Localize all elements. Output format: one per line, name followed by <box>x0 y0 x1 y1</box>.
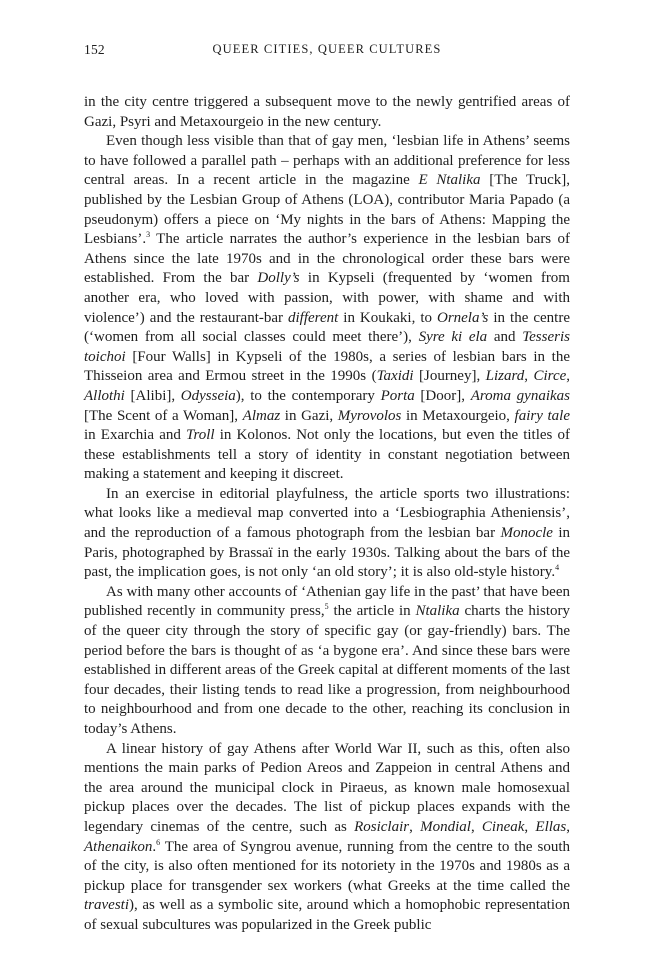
text-run: In an exercise in editorial playfulness, the article sports two illustrations: what looks like a medieval map converted into a ‘Lesbiographia Atheniensis’, and the reproduction of a famous photograph from the lesbian bar <box>84 485 570 542</box>
italic-text: Rosiclair <box>354 818 410 835</box>
footnote-reference: 6 <box>156 837 161 847</box>
italic-text: Ntalika <box>415 603 460 620</box>
text-run: , <box>524 368 534 385</box>
body-text <box>84 93 570 936</box>
text-run: As with many other accounts of ‘Athenian gay life in the past’ that have been published recently in community press, <box>84 583 570 620</box>
text-run: [The Truck], published by the Lesbian Group of Athens (LOA), contributor Maria Papado (a pseudonym) offers a piece on ‘My nights in the bars of Athens: Mapping the Lesbians’. <box>84 172 571 248</box>
italic-text: Allothi <box>84 387 125 404</box>
text-run: [The Scent of a Woman], <box>84 407 243 424</box>
text-run: in Paris, photographed by Brassaï in the early 1930s. Talking about the bars of the past, the implication goes, is not only ‘an old story’; it is also old-style history. <box>84 525 570 581</box>
text-run: , <box>524 818 536 835</box>
italic-text: Odysseia <box>180 387 236 404</box>
text-run: in Kypseli (frequented by ‘women from another era, who loved with passion, with power, with shame and with violence’) and the restaurant-bar <box>84 270 570 326</box>
italic-text: different <box>288 309 339 326</box>
text-run: in the city centre triggered a subsequent move to the newly gentrified areas of Gazi, Psyri and Metaxourgeio in the new century. <box>84 94 570 130</box>
text-run: the article in <box>328 603 416 620</box>
paragraph <box>84 740 570 936</box>
page-header <box>84 42 570 62</box>
italic-text: Tesseris toichoi <box>84 329 570 365</box>
text-run: , <box>470 818 482 835</box>
paragraph <box>84 93 570 132</box>
text-run: in Kolonos. Not only the locations, but even the titles of these establishments tell a story of identity in constant negotiation between making a statement and keeping it discreet. <box>84 427 570 483</box>
footnote-reference: 3 <box>146 230 151 240</box>
paragraph <box>84 132 570 485</box>
footnote-reference: 4 <box>555 563 560 573</box>
italic-text: Troll <box>185 427 215 444</box>
text-run: [Four Walls] in Kypseli of the 1980s, a series of lesbian bars in the Thisseion area and Ermou street in the 1990s ( <box>84 348 570 385</box>
text-run: in Gazi, <box>280 407 338 424</box>
text-run: [Alibi], <box>124 387 181 404</box>
italic-text: Aroma gynaikas <box>470 387 570 404</box>
text-run: in Metaxourgeio, <box>401 407 515 424</box>
page-number: 152 <box>84 42 105 57</box>
footnote-reference: 5 <box>324 602 329 612</box>
italic-text: Ellas <box>535 818 567 835</box>
text-run: , <box>566 818 570 835</box>
text-run: [Door], <box>414 387 471 404</box>
italic-text: Dolly’s <box>257 270 300 287</box>
italic-text: Athenaikon <box>84 838 153 855</box>
italic-text: Almaz <box>242 407 281 424</box>
text-run: ), to the contemporary <box>235 387 381 404</box>
italic-text: Porta <box>380 387 415 404</box>
paragraph <box>84 583 570 740</box>
text-run: ), as well as a symbolic site, around which a homophobic representation of sexual subcultures was popularized in the Greek public <box>84 897 570 933</box>
text-run: , <box>566 368 571 385</box>
italic-text: fairy tale <box>514 407 570 424</box>
text-run: and <box>487 329 523 346</box>
text-run: Even though less visible than that of gay men, ‘lesbian life in Athens’ seems to have followed a parallel path – perhaps with an additional preference for less central areas. In a recent article in the magazine <box>84 133 570 189</box>
text-run: in Exarchia and <box>84 427 186 444</box>
italic-text: Circe <box>533 368 567 385</box>
italic-text: Monocle <box>500 525 553 542</box>
italic-text: Syre ki ela <box>418 329 488 346</box>
text-run: [Journey], <box>413 368 486 385</box>
text-run: A linear history of gay Athens after World War II, such as this, often also mentions the main parks of Pedion Areos and Zappeion in central Athens and the area around the municipal clock in Piraeus, as known male homosexual pickup places over the decades. The list of pickup places expands with the legendary cinemas of the centre, such as <box>84 740 570 835</box>
italic-text: Taxidi <box>376 368 414 385</box>
italic-text: Cineak <box>481 818 525 835</box>
italic-text: Myrovolos <box>337 407 402 424</box>
italic-text: Lizard <box>485 368 525 385</box>
italic-text: E Ntalika <box>418 172 481 189</box>
text-run: The area of Syngrou avenue, running from the centre to the south of the city, is also often mentioned for its notoriety in the 1970s and 1980s as a pickup place for transgender sex workers (what Greeks at the time called the <box>84 838 570 894</box>
text-run: The article narrates the author’s experience in the lesbian bars of Athens since the late 1970s and in the chronological order these bars were established. From the bar <box>84 231 570 287</box>
text-run: , <box>409 818 421 835</box>
text-run: charts the history of the queer city through the story of specific gay (or gay-friendly) bars. The period before the bars is thought of as ‘a bygone era’. And since these bars were established in different areas of the Greek capital at different moments of the last four decades, their listing tends to read like a progression, from neighbourhood to neighbourhood and from one decade to the other, reaching its conclusion in today’s Athens. <box>84 603 570 737</box>
italic-text: Ornela’s <box>436 309 489 326</box>
italic-text: Mondial <box>420 818 471 835</box>
italic-text: travesti <box>84 897 129 914</box>
text-run: . <box>152 838 157 855</box>
text-run: in the centre (‘women from all social classes could meet there’), <box>84 309 570 346</box>
paragraph <box>84 485 570 583</box>
text-run: in Koukaki, to <box>338 309 437 326</box>
running-title: QUEER CITIES, QUEER CULTURES <box>212 42 442 56</box>
